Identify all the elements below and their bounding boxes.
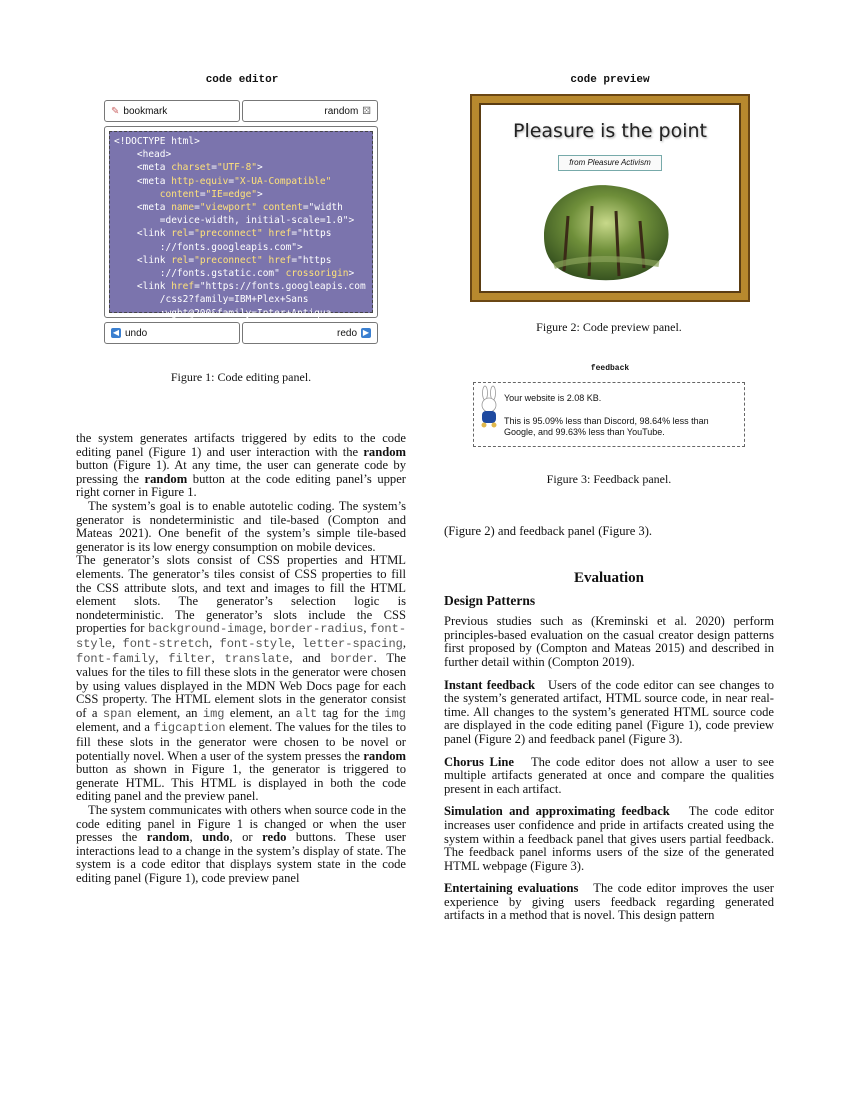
random-label: random: [324, 105, 359, 117]
paragraph: Chorus Line The code editor does not allow a user to see multiple artifacts generated at once and compare the qualities present in each artifact.: [444, 754, 774, 796]
preview-heading: Pleasure is the point: [512, 120, 708, 142]
bookmark-button[interactable]: [104, 100, 240, 122]
code-line: =device-width, initial-scale=1.0">: [114, 215, 355, 227]
bookmark-label: bookmark: [123, 105, 168, 117]
bunny-icon: [478, 386, 500, 428]
code-line: content="IE=edge">: [159, 188, 263, 200]
paragraph: Simulation and approximating feedback The code editor increases user confidence and pride in artifacts created using the system within a feedback panel that gives users partial feedback. The feedback panel informs users of the size of the generated HTML webpage (Figure 3).: [444, 804, 775, 873]
paragraph: The system’s goal is to enable autotelic coding. The system’s generator is nondeterministic and tile-based (Compton and Mateas 2021). One benefit of the system’s simple tile-based generator is its low energy consumption on mobile devices.: [76, 498, 406, 554]
figure1-caption: Figure 1: Code editing panel.: [170, 370, 312, 384]
subsection-heading: Design Patterns: [444, 592, 536, 608]
code-line: <link rel="preconnect" href="https: [114, 228, 332, 240]
code-preview-title: code preview: [570, 74, 650, 86]
paragraph: (Figure 2) and feedback panel (Figure 3).: [444, 524, 653, 538]
code-content[interactable]: [109, 131, 373, 319]
bookmark-icon: ✎: [111, 105, 120, 117]
paragraph: Entertaining evaluations The code editor improves the user experience by giving users feedback regarding generated artifacts in a method that is novel. This design pattern: [444, 881, 774, 923]
arrow-left-icon: ◀: [112, 328, 120, 337]
code-line: <meta name="viewport" content="width: [114, 202, 343, 214]
figure2-caption: Figure 2: Code preview panel.: [536, 320, 682, 334]
paragraph: The system communicates with others when source code in the code editing panel in Figure 1 is changed or when the user presses the random, undo, or redo buttons. These user interactions lead to a change in the system’s display of state. The system is a code editor that displays system state in the code editing panel (Figure 1), code preview panel: [76, 803, 407, 885]
code-line: <meta http-equiv="X-UA-Compatible": [114, 175, 332, 187]
paragraph: the system generates artifacts triggered by edits to the code editing panel (Figure 1) and user interaction with the random button (Figure 1). At any time, the user can generate code by pressing the random button at the code editing panel’s upper right corner in Figure 1.: [76, 431, 406, 500]
forest-image: [534, 176, 674, 284]
code-line: <!DOCTYPE html>: [114, 136, 200, 147]
feedback-size-text: Your website is 2.08 KB.: [504, 393, 602, 403]
right-column: [444, 525, 774, 539]
undo-label: undo: [125, 327, 148, 339]
left-column: [76, 432, 406, 886]
code-line: /css2?family=IBM+Plex+Sans: [114, 294, 309, 306]
paragraph: Previous studies such as (Kreminski et al. 2020) perform principles-based evaluation on the casual creator design patterns first proposed by (Compton and Mateas 2015) and described in further detail within (Compton 2019).: [444, 614, 774, 669]
paragraph: Instant feedback Users of the code editor can see changes to the system’s generated artifact, HTML source code, in near real-time. All changes to the system’s generated HTML source code are displayed in the code editing panel (Figure 1), code preview panel (Figure 2) and feedback panel (Figure 3).: [444, 677, 774, 746]
right-column-sections: [444, 572, 774, 923]
arrow-right-icon: ▶: [362, 328, 370, 337]
code-textarea[interactable]: [104, 126, 378, 318]
undo-button[interactable]: [104, 322, 240, 344]
paragraph: The generator’s slots consist of CSS properties and HTML elements. The generator’s tiles consist of CSS properties to fill the CSS attribute slots, and text and images to fill the HTML element slots. The generator’s selection logic is nondeterministic. The generator’s slots include the CSS properties for background-image, border-radius, font-style, font-stretch, font-style, letter-spacing, font-family, filter, translate, and border. The values for the tiles to fill these slots in the generator were chosen by using values displayed in the MDN Web Docs page for each CSS property. The HTML element slots in the generator consist of a span element, an img element, an alt tag for the img element, and a figcaption element. The values for the tiles to fill these slots in the generator were chosen to be novel or potentially novel. When a user of the system presses the random button as shown in Figure 1, the generator is triggered to generate HTML. This HTML is displayed in both the code editing panel and the preview panel.: [76, 553, 407, 804]
section-heading: Evaluation: [573, 570, 645, 586]
code-line: <link href="https://fonts.googleapis.com: [114, 281, 366, 293]
random-button[interactable]: [242, 100, 378, 122]
code-editor-title: code editor: [205, 74, 279, 86]
code-line: <meta charset="UTF-8">: [114, 162, 263, 174]
code-line: :wght@200&family=Inter+Antiqua: [114, 307, 332, 319]
preview-figcaption: from Pleasure Activism: [558, 155, 662, 171]
code-line: <head>: [114, 149, 172, 161]
code-line: <link rel="preconnect" href="https: [114, 254, 332, 266]
figure3-caption: Figure 3: Feedback panel.: [546, 472, 672, 486]
dice-icon: ⚄: [362, 105, 371, 117]
feedback-comparison-text: This is 95.09% less than Discord, 98.64% less than Google, and 99.63% less than YouTube.: [504, 416, 709, 437]
code-line: ://fonts.gstatic.com" crossorigin>: [114, 268, 355, 280]
redo-label: redo: [336, 327, 357, 339]
redo-button[interactable]: [242, 322, 378, 344]
feedback-title: feedback: [590, 364, 630, 373]
code-line: ://fonts.googleapis.com">: [114, 241, 303, 253]
